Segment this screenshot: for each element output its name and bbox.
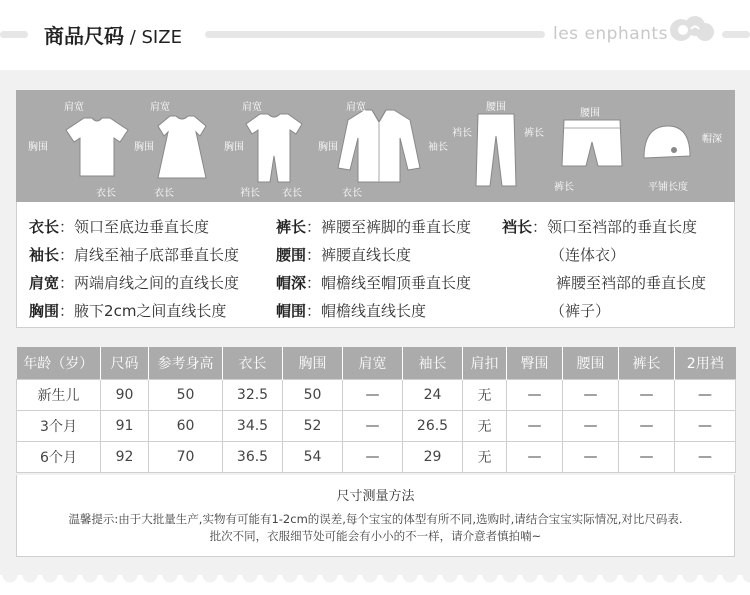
table-cell: — bbox=[343, 410, 403, 441]
table-cell: 60 bbox=[149, 410, 223, 441]
def-crotch-romper: （连体衣） bbox=[550, 246, 626, 264]
cloud-logo-icon bbox=[667, 14, 717, 44]
table-cell: 24 bbox=[403, 379, 463, 410]
table-header-row bbox=[17, 347, 736, 379]
table-cell: 92 bbox=[101, 441, 149, 472]
brand-name: les enphants bbox=[553, 24, 668, 44]
romper-icon bbox=[244, 112, 304, 184]
column-header: 年龄（岁） bbox=[17, 347, 101, 379]
dress-icon bbox=[154, 114, 210, 180]
table-cell: 无 bbox=[463, 379, 507, 410]
note-title: 尺寸测量方法 bbox=[336, 489, 415, 504]
column-header: 肩扣 bbox=[463, 347, 507, 379]
def-crotch: 裆长：领口至裆部的垂直长度 bbox=[502, 218, 698, 236]
table-cell: — bbox=[507, 410, 563, 441]
table-cell: 70 bbox=[149, 441, 223, 472]
table-cell: — bbox=[619, 379, 675, 410]
column-header: 裤长 bbox=[619, 347, 675, 379]
table-cell: 3个月 bbox=[17, 410, 101, 441]
g1-shoulder-label: 肩宽 bbox=[64, 102, 84, 113]
table-row bbox=[17, 410, 736, 441]
table-cell: 52 bbox=[283, 410, 343, 441]
title-en: / SIZE bbox=[124, 27, 182, 48]
page-title bbox=[44, 20, 182, 49]
def-waist: 腰围：裤腰直线长度 bbox=[276, 246, 412, 264]
g7-depth-label: 帽深 bbox=[702, 134, 722, 145]
scalloped-edge bbox=[0, 575, 750, 595]
page-header bbox=[0, 0, 750, 70]
g1-chest-label: 胸围 bbox=[28, 142, 48, 153]
g4-length-label: 衣长 bbox=[342, 188, 362, 199]
column-header: 2用裆 bbox=[675, 347, 736, 379]
garment-diagram-band bbox=[16, 90, 735, 202]
hat-icon bbox=[640, 122, 694, 166]
column-header: 臀围 bbox=[507, 347, 563, 379]
table-row bbox=[17, 379, 736, 410]
def-crotch-pants-note: （裤子） bbox=[550, 302, 611, 320]
column-header: 尺码 bbox=[101, 347, 149, 379]
header-bar-left bbox=[0, 31, 28, 38]
note-line-1: 温馨提示:由于大批量生产,实物有可能有1-2cm的误差,每个宝宝的体型有所不同,选购时,请结合宝宝实际情况,对比尺码表. bbox=[68, 512, 683, 526]
table-cell: 32.5 bbox=[223, 379, 283, 410]
def-length: 衣长：领口至底边垂直长度 bbox=[29, 218, 210, 236]
g3-length-label: 衣长 bbox=[282, 188, 302, 199]
column-header: 胸围 bbox=[283, 347, 343, 379]
table-cell: — bbox=[563, 441, 619, 472]
table-cell: — bbox=[675, 410, 736, 441]
shorts-icon bbox=[560, 118, 624, 168]
table-cell: — bbox=[563, 410, 619, 441]
def-hat-depth: 帽深：帽檐线至帽顶垂直长度 bbox=[276, 274, 472, 292]
pants-icon bbox=[474, 112, 518, 188]
title-zh: 商品尺码 bbox=[44, 24, 124, 48]
def-pants: 裤长：裤腰至裤脚的垂直长度 bbox=[276, 218, 472, 236]
table-cell: 26.5 bbox=[403, 410, 463, 441]
g3-chest-label: 胸围 bbox=[224, 142, 244, 153]
column-header: 袖长 bbox=[403, 347, 463, 379]
g2-chest-label: 胸围 bbox=[134, 142, 154, 153]
table-cell: 91 bbox=[101, 410, 149, 441]
table-cell: 6个月 bbox=[17, 441, 101, 472]
g7-flat-label: 平铺长度 bbox=[648, 182, 688, 193]
g6-waist-label: 腰围 bbox=[580, 108, 600, 119]
g5-pants-label: 裤长 bbox=[524, 128, 544, 139]
table-cell: 36.5 bbox=[223, 441, 283, 472]
table-cell: — bbox=[507, 379, 563, 410]
tshirt-icon bbox=[64, 116, 130, 178]
table-cell: 无 bbox=[463, 410, 507, 441]
table-cell: — bbox=[619, 441, 675, 472]
g4-shoulder-label: 肩宽 bbox=[346, 102, 366, 113]
table-cell: 29 bbox=[403, 441, 463, 472]
header-bar-right bbox=[722, 31, 750, 38]
table-cell: 54 bbox=[283, 441, 343, 472]
column-header: 腰围 bbox=[563, 347, 619, 379]
table-cell: 50 bbox=[149, 379, 223, 410]
column-header: 参考身高 bbox=[149, 347, 223, 379]
def-crotch-pants: 裤腰至裆部的垂直长度 bbox=[556, 274, 707, 292]
table-cell: 34.5 bbox=[223, 410, 283, 441]
column-header: 衣长 bbox=[223, 347, 283, 379]
table-cell: 新生儿 bbox=[17, 379, 101, 410]
table-cell: 90 bbox=[101, 379, 149, 410]
table-cell: 50 bbox=[283, 379, 343, 410]
g5-crotch-label: 裆长 bbox=[452, 128, 472, 139]
size-table bbox=[16, 347, 736, 473]
table-cell: — bbox=[675, 441, 736, 472]
table-cell: — bbox=[563, 379, 619, 410]
measurement-note bbox=[16, 475, 735, 557]
table-cell: — bbox=[619, 410, 675, 441]
table-cell: — bbox=[507, 441, 563, 472]
g4-chest-label: 胸围 bbox=[318, 142, 338, 153]
jacket-icon bbox=[336, 108, 422, 184]
def-hat-circ: 帽围：帽檐线直线长度 bbox=[276, 302, 427, 320]
g3-shoulder-label: 肩宽 bbox=[242, 102, 262, 113]
g2-length-label: 衣长 bbox=[154, 188, 174, 199]
column-header: 肩宽 bbox=[343, 347, 403, 379]
table-cell: — bbox=[343, 379, 403, 410]
g3-crotch-label: 裆长 bbox=[240, 188, 260, 199]
note-line-2: 批次不同，衣服细节处可能会有小小的不一样，请介意者慎拍喃~ bbox=[209, 529, 542, 543]
table-cell: 无 bbox=[463, 441, 507, 472]
def-shoulder: 肩宽：两端肩线之间的直线长度 bbox=[29, 274, 240, 292]
measurement-definitions bbox=[16, 202, 735, 328]
g5-waist-label: 腰围 bbox=[486, 102, 506, 113]
table-cell: — bbox=[343, 441, 403, 472]
table-cell: — bbox=[675, 379, 736, 410]
table-row bbox=[17, 441, 736, 472]
g6-pants-label: 裤长 bbox=[554, 182, 574, 193]
header-bar-middle bbox=[205, 31, 545, 38]
g4-sleeve-label: 袖长 bbox=[428, 142, 448, 153]
g1-length-label: 衣长 bbox=[96, 188, 116, 199]
def-chest: 胸围：腋下2cm之间直线长度 bbox=[29, 302, 227, 320]
g2-shoulder-label: 肩宽 bbox=[150, 102, 170, 113]
def-sleeve: 袖长：肩线至袖子底部垂直长度 bbox=[29, 246, 240, 264]
